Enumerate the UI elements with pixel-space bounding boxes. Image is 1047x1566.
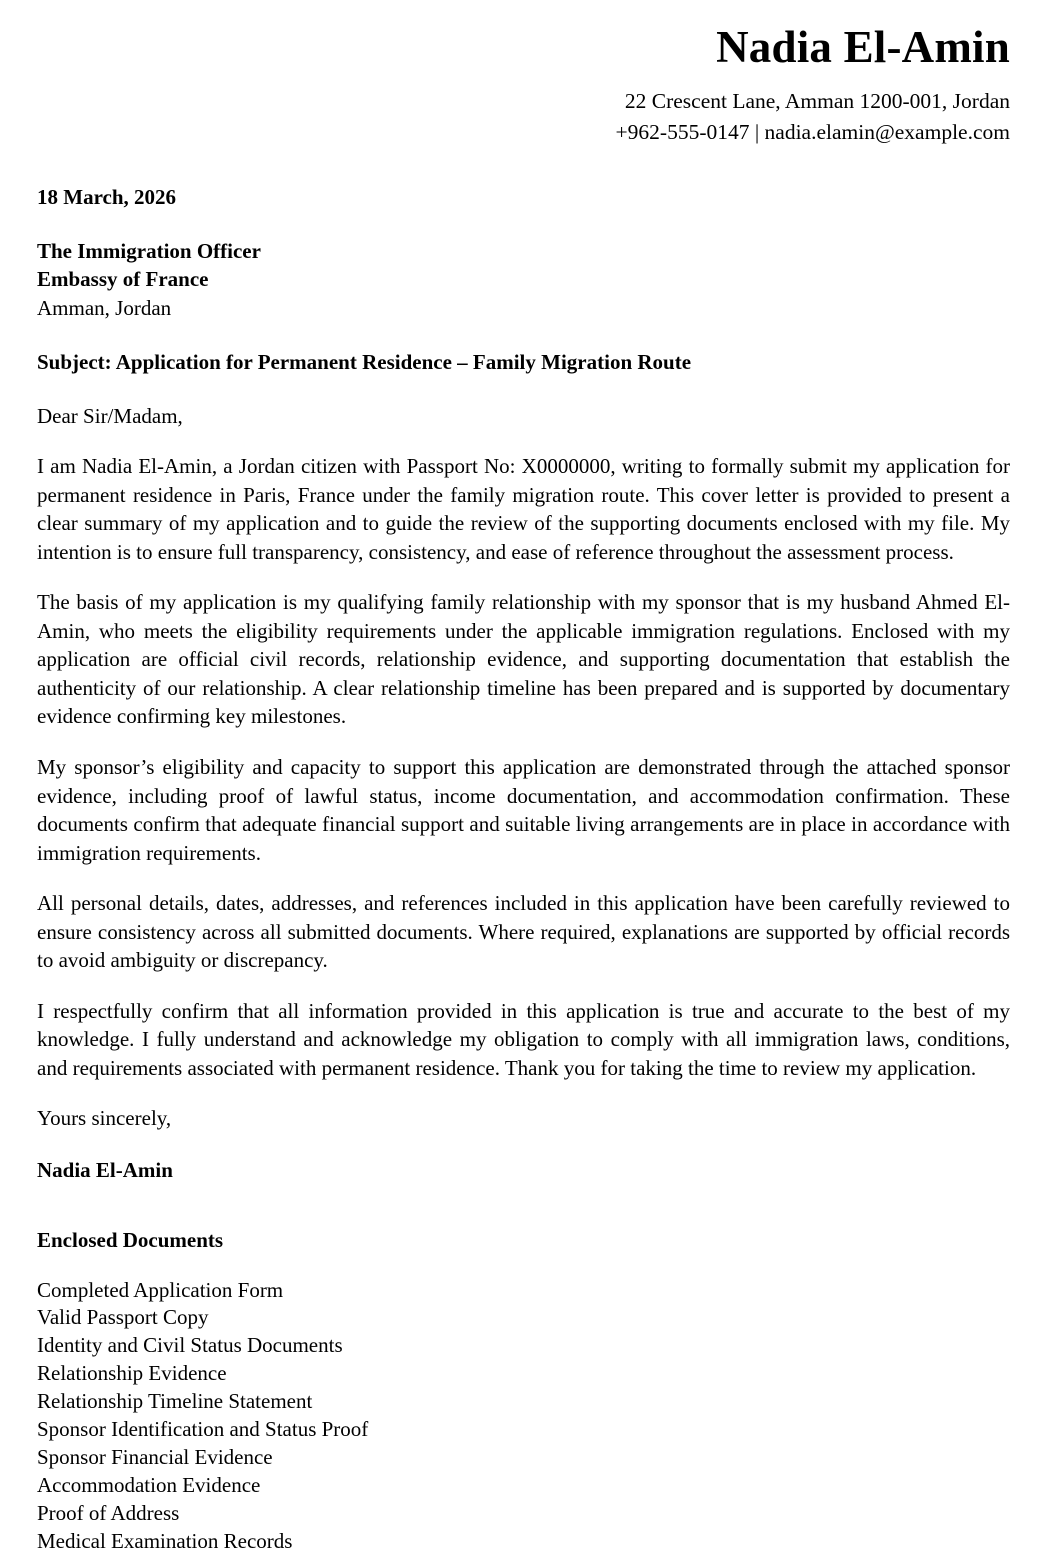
body-paragraph-4: All personal details, dates, addresses, and references included in this application have been carefully reviewed to ensure consistency across all submitted documents. Where required, explanations are supported by official records to avoid ambiguity or discrepancy. — [37, 891, 1010, 973]
body-paragraph-3: My sponsor’s eligibility and capacity to support this application are demonstrated through the attached sponsor evidence, including proof of lawful status, income documentation, and accommodation confirmation. These documents confirm that adequate financial support and suitable living arrangements are in place in accordance with immigration requirements. — [37, 755, 1010, 865]
letter-date: 18 March, 2026 — [37, 185, 177, 210]
letterhead — [37, 22, 1010, 147]
enclosures-section — [37, 1226, 1010, 1556]
recipient-organization: Embassy of France — [37, 267, 209, 292]
list-item: Relationship Evidence — [37, 1361, 227, 1386]
list-item: Identity and Civil Status Documents — [37, 1333, 343, 1358]
letter-body — [37, 452, 1010, 1082]
list-item: Accommodation Evidence — [37, 1472, 261, 1497]
enclosures-list — [37, 1277, 1010, 1556]
list-item: Sponsor Financial Evidence — [37, 1445, 273, 1470]
salutation: Dear Sir/Madam, — [37, 403, 183, 428]
recipient-block — [37, 237, 1010, 323]
signature-name: Nadia El-Amin — [37, 1157, 173, 1182]
sender-address: 22 Crescent Lane, Amman 1200-001, Jordan — [624, 89, 1010, 114]
recipient-city: Amman, Jordan — [37, 295, 172, 320]
list-item: Proof of Address — [37, 1500, 180, 1525]
recipient-office: The Immigration Officer — [37, 238, 261, 263]
body-paragraph-5: I respectfully confirm that all information provided in this application is true and accurate to the best of my knowledge. I fully understand and acknowledge my obligation to comply with all immigration laws, conditions, and requirements associated with permanent residence. Thank you for taking the time to review my application. — [37, 998, 1010, 1080]
list-item: Sponsor Identification and Status Proof — [37, 1417, 369, 1442]
valediction: Yours sincerely, — [37, 1106, 172, 1131]
body-paragraph-1: I am Nadia El-Amin, a Jordan citizen with Passport No: X0000000, writing to formally submit my application for permanent residence in Paris, France under the family migration route. This cover letter is provided to present a clear summary of my application and to guide the review of the supporting documents enclosed with my file. My intention is to ensure full transparency, consistency, and ease of reference throughout the assessment process. — [37, 454, 1010, 564]
sender-contact: +962-555-0147 | nadia.elamin@example.com — [615, 119, 1010, 144]
enclosures-heading: Enclosed Documents — [37, 1228, 224, 1253]
body-paragraph-2: The basis of my application is my qualifying family relationship with my sponsor that is my husband Ahmed El-Amin, who meets the eligibility requirements under the applicable immigration regulations. Enclosed with my application are official civil records, relationship evidence, and supporting documentation that establish the authenticity of our relationship. A clear relationship timeline has been prepared and is supported by documentary evidence confirming key milestones. — [37, 590, 1010, 729]
subject-line: Subject: Application for Permanent Residence – Family Migration Route — [37, 350, 692, 375]
list-item: Valid Passport Copy — [37, 1305, 209, 1330]
list-item: Completed Application Form — [37, 1277, 284, 1302]
list-item: Medical Examination Records — [37, 1528, 293, 1553]
sender-name: Nadia El-Amin — [716, 22, 1010, 72]
list-item: Relationship Timeline Statement — [37, 1389, 313, 1414]
